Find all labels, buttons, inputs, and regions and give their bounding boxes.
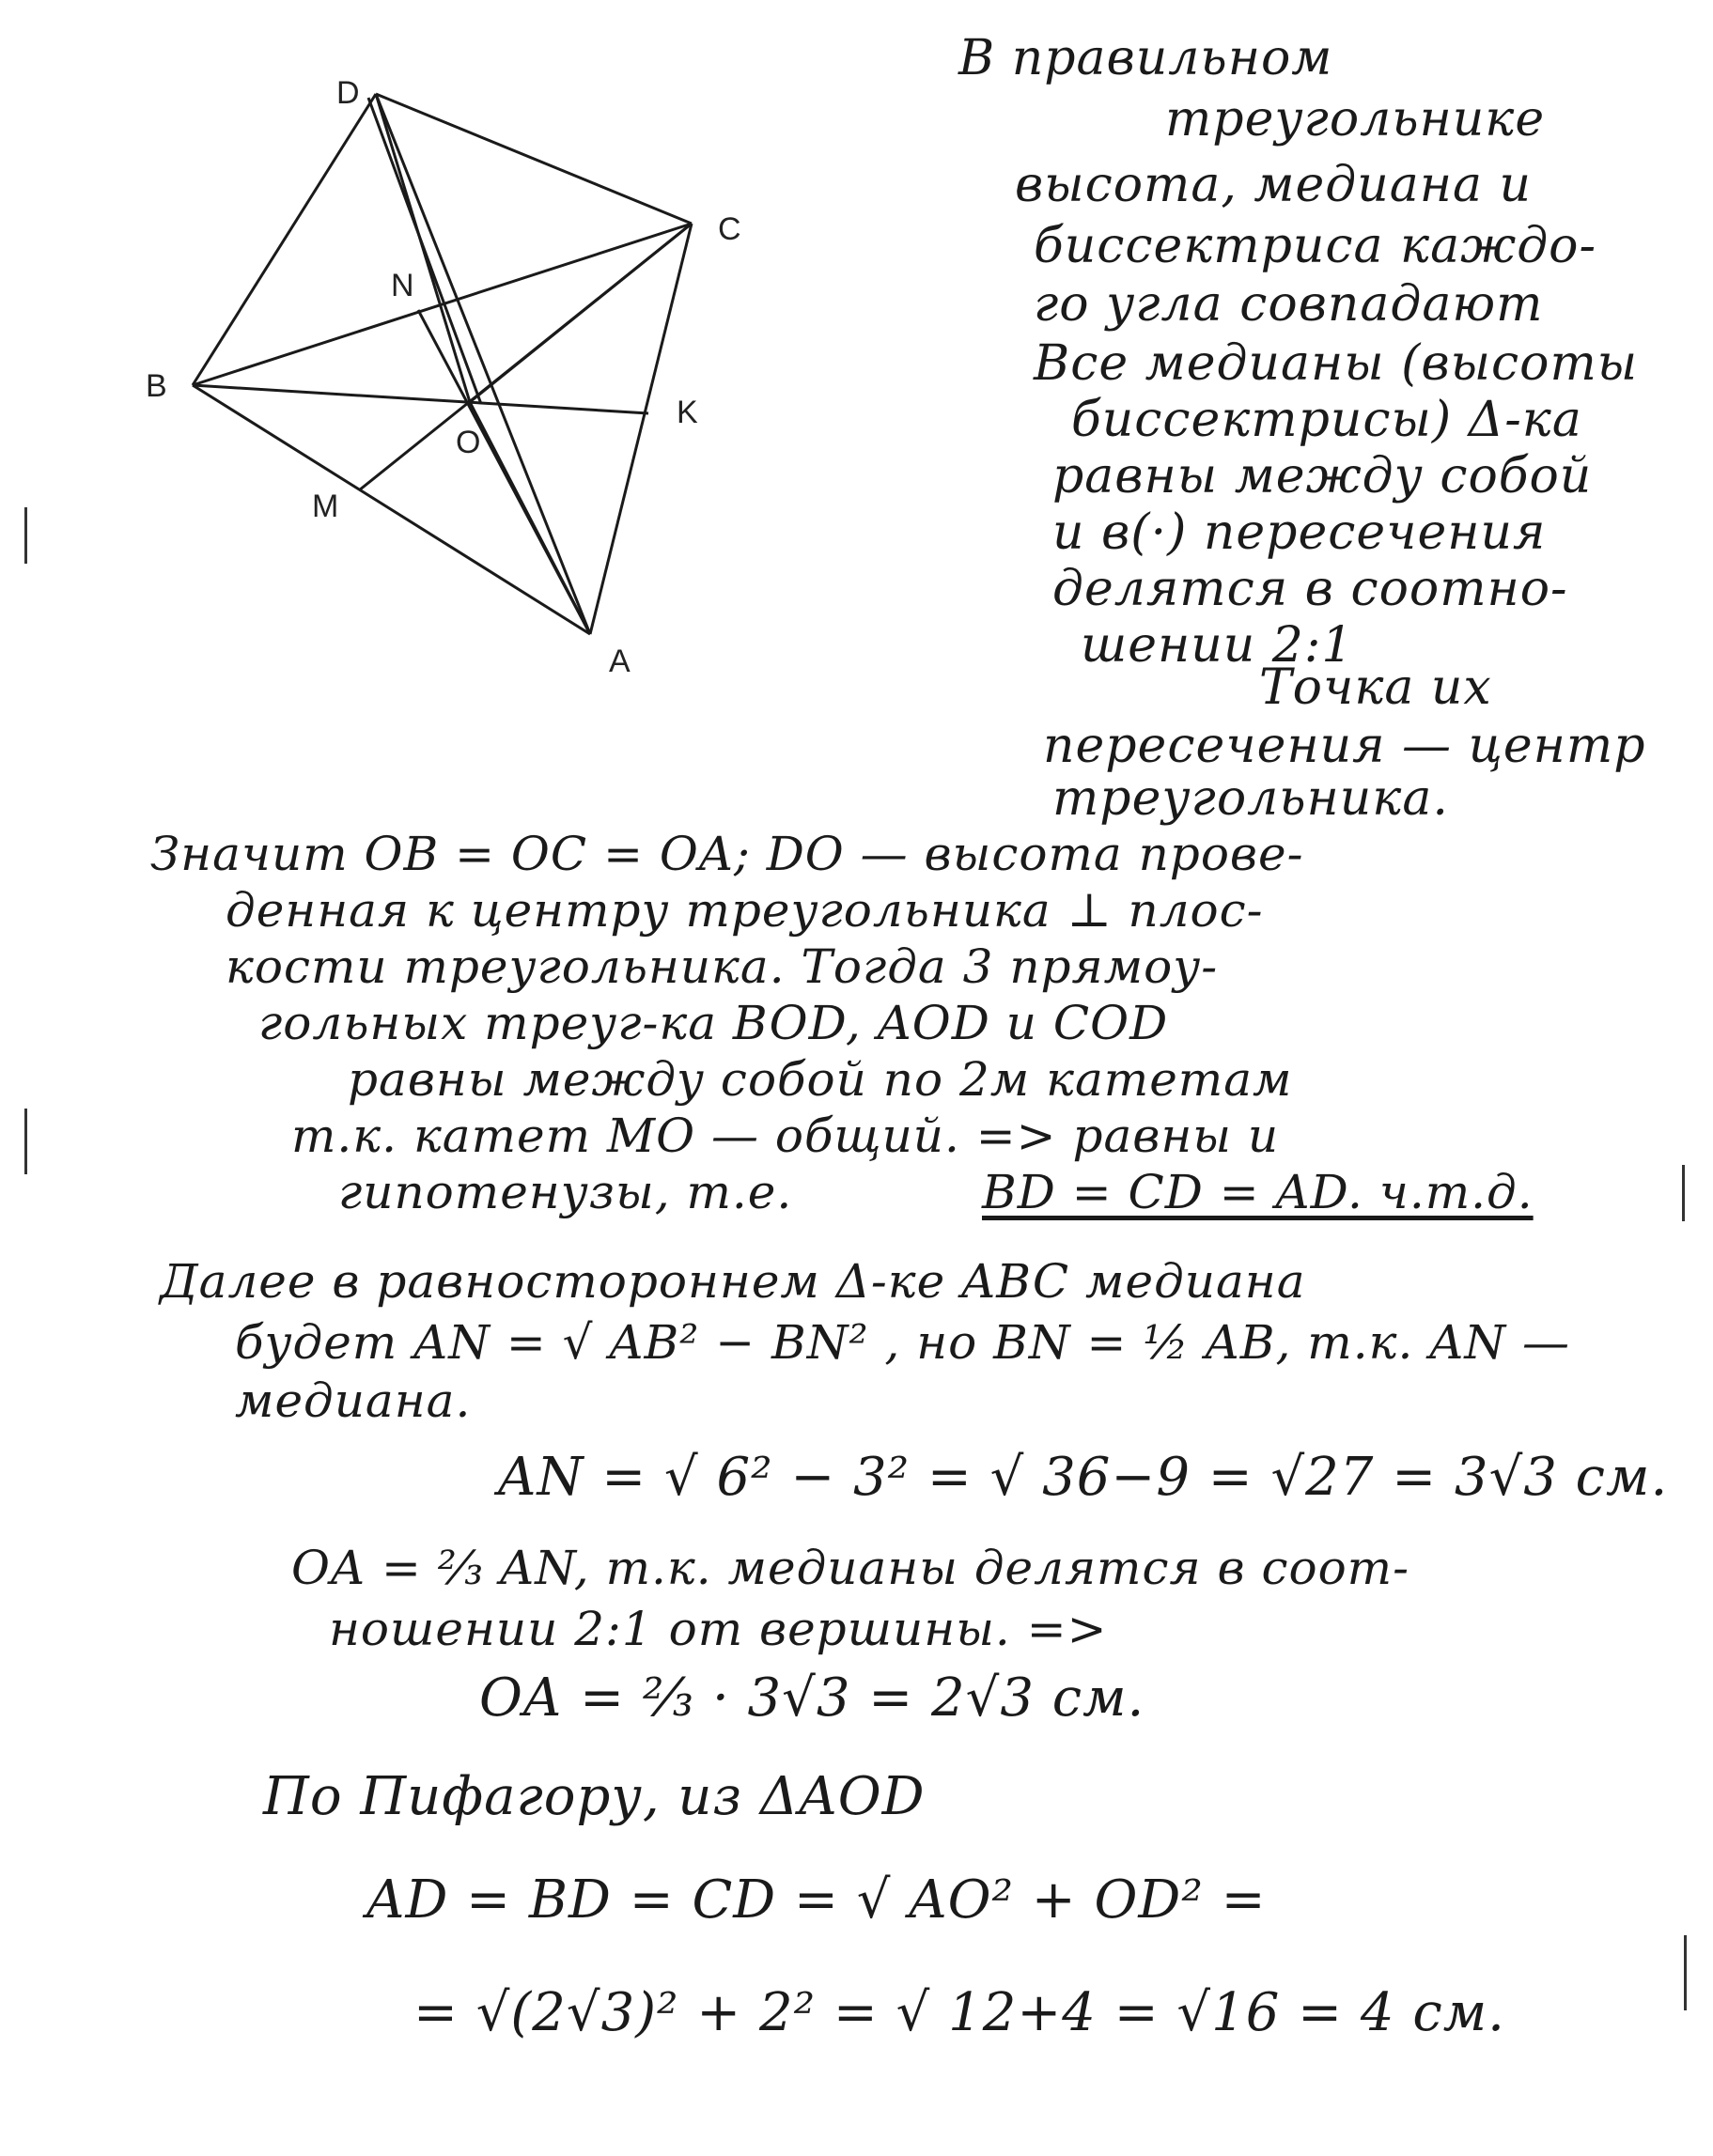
point-label-d: D: [336, 75, 360, 111]
formula-an: AN = √ 6² − 3² = √ 36−9 = √27 = 3√3 см.: [498, 1447, 1669, 1508]
line-DO-2: [368, 98, 481, 404]
formula-ad: AD = BD = CD = √ AO² + OD² =: [366, 1869, 1267, 1931]
point-label-c: C: [718, 211, 741, 247]
solution-line: гольных треуг-ка BOD, AOD и COD: [258, 996, 1169, 1050]
scan-artifact: [1684, 1935, 1687, 2010]
solution-line: Далее в равностороннем Δ-ке ABC медиана: [160, 1254, 1306, 1309]
line-CO: [470, 224, 692, 402]
edge-BA: [193, 385, 590, 634]
note-line: биссектриса каждо-: [1034, 218, 1597, 274]
point-label-o: O: [456, 425, 481, 460]
note-line: В правильном: [958, 30, 1333, 86]
conclusion-underlined: BD = CD = AD. ч.т.д.: [982, 1165, 1534, 1219]
pyramid-figure: [0, 0, 771, 714]
point-label-k: K: [677, 395, 698, 430]
note-line: Все медианы (высоты: [1034, 335, 1639, 392]
solution-line: кости треугольника. Тогда 3 прямоу-: [226, 939, 1219, 994]
point-label-n: N: [391, 268, 414, 303]
solution-line: т.к. катет MO — общий. => равны и: [291, 1109, 1280, 1163]
scan-artifact: [24, 507, 27, 564]
solution-line: денная к центру треугольника ⊥ плос-: [226, 883, 1264, 938]
formula-result: = √(2√3)² + 2² = √ 12+4 = √16 = 4 см.: [413, 1982, 1505, 2043]
solution-line: будет AN = √ AB² − BN² , но BN = ½ AB, т.к. AN —: [235, 1315, 1570, 1370]
solution-line: Значит OB = OC = OA; DO — высота прове-: [150, 827, 1304, 881]
note-line: Точка их: [1259, 659, 1492, 716]
formula-oa: OA = ⅔ · 3√3 = 2√3 см.: [479, 1667, 1145, 1729]
note-line: треугольника.: [1052, 770, 1449, 827]
edge-DB: [193, 94, 376, 385]
note-line: треугольнике: [1165, 91, 1546, 147]
median-BK: [193, 385, 648, 413]
solution-line: гипотенузы, т.е.: [338, 1165, 793, 1219]
note-line: делятся в соотно-: [1052, 561, 1568, 617]
edge-BC: [193, 224, 692, 385]
solution-line: ношении 2:1 от вершины. =>: [329, 1602, 1108, 1656]
line-OA: [470, 402, 590, 634]
note-line: равны между собой: [1052, 448, 1593, 504]
note-line: го угла совпадают: [1034, 276, 1544, 333]
scan-artifact: [1682, 1165, 1685, 1221]
edge-DC: [376, 94, 692, 224]
pythagoras-heading: По Пифагору, из ΔAOD: [263, 1766, 926, 1827]
note-line: пересечения — центр: [1043, 718, 1646, 774]
scan-artifact: [24, 1109, 27, 1174]
note-line: биссектрисы) Δ-ка: [1071, 392, 1582, 448]
solution-line: OA = ⅔ AN, т.к. медианы делятся в соот-: [291, 1541, 1409, 1595]
point-label-a: A: [609, 644, 631, 679]
note-line: и в(·) пересечения: [1052, 504, 1547, 561]
note-line: шении 2:1: [1081, 617, 1354, 674]
point-label-b: B: [146, 368, 167, 404]
point-label-m: M: [312, 489, 339, 524]
solution-line: медиана.: [235, 1373, 472, 1428]
solution-line: равны между собой по 2м катетам: [348, 1052, 1293, 1107]
edge-DA: [376, 94, 590, 634]
note-line: высота, медиана и: [1015, 157, 1533, 213]
